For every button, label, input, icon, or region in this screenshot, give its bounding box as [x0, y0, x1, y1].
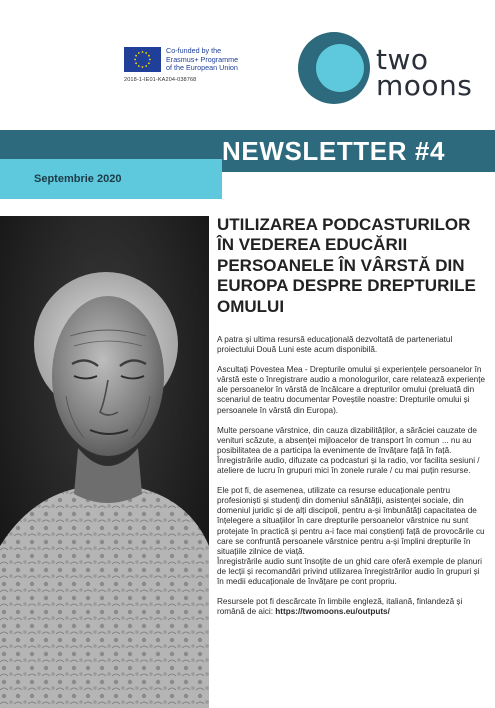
headline-line: EUROPA DESPRE DREPTURILE	[217, 276, 476, 296]
headline-line: OMULUI	[217, 296, 285, 316]
project-code: 2018-1-IE01-KA204-038768	[124, 77, 197, 83]
logo-wordmark	[376, 43, 473, 102]
eu-text-line1: Co-funded by the	[166, 46, 222, 55]
article-paragraph: Înregistrările audio sunt însoțite de un ghid care oferă exemple de planuri de lecții și recomandări privind utilizarea înregistrărilor audio în grupuri și în medii educaționale de învățare pe cont propriu.	[217, 556, 482, 586]
article-paragraph: Ascultați Povestea Mea - Drepturile omului și experiențele persoanelor în vârstă este o înregistrare audio a monologurilor, care relatează experiențe ale persoanelor în vârstă de încălcare a drepturilor omului (preluată din scenariul de teatru documentar Poveștile noastre: Drepturile omului și persoanele în vârstă din Europa).	[217, 365, 486, 415]
newsletter-title: NEWSLETTER #4	[222, 136, 446, 166]
article-body	[217, 335, 487, 627]
article-paragraph: Ele pot fi, de asemenea, utilizate ca resurse educaționale pentru profesioniști și studenți din domeniul sănătății, asistenței sociale, din domeniul juridic și de alți discipoli, pentru a-și îmbunătăți capacitatea de înțelegere a situațiilor în care drepturile persoanelor vârstnice nu sunt protejate în practică și pentru a-i face mai conștienți față de provocările cu care se confruntă persoanele vârstnice pentru a-și împlini drepturile în situațiile zilnice de viață.	[217, 486, 485, 556]
eu-cofunding-text	[166, 47, 238, 73]
eu-text-line3: of the European Union	[166, 63, 238, 73]
headline-line: UTILIZAREA PODCASTURILOR	[217, 215, 471, 234]
eu-text-line2: Erasmus+ Programme	[166, 54, 239, 64]
two-moons-logo-icon	[296, 30, 376, 110]
logo-word-moons: moons	[376, 69, 473, 102]
resources-paragraph	[217, 597, 487, 617]
newsletter-date: Septembrie 2020	[34, 173, 122, 185]
resources-link[interactable]: https://twomoons.eu/outputs/	[275, 607, 390, 617]
article-headline	[217, 215, 489, 317]
eu-cofunding-badge	[124, 47, 284, 87]
article-paragraph: A patra și ultima resursă educațională dezvoltată de parteneriatul proiectului Două Luni este acum disponibilă.	[217, 335, 453, 355]
resources-text: Resursele pot fi descărcate în limbile engleză, italiană, finlandeză și română de aici:	[217, 597, 463, 617]
two-moons-logo	[296, 30, 473, 110]
logo-word-two: two	[376, 43, 429, 76]
eu-flag-icon	[124, 47, 161, 72]
elderly-woman-photo	[0, 216, 209, 708]
headline-line: PERSOANELE ÎN VÂRSTĂ DIN	[217, 255, 465, 275]
article-paragraph: Multe persoane vârstnice, din cauza dizabilităților, a sărăciei cauzate de venituri scăzute, a absenței mijloacelor de transport în comun ... nu au posibilitatea de a participa la evenimente de învățare față în față. Înregistrările audio, difuzate ca podcasturi și la radio, vor facilita sesiuni / ateliere de lucru în grupuri mici în zonele rurale / cu mai puțin resurse.	[217, 425, 480, 476]
headline-line: ÎN VEDEREA EDUCĂRII	[217, 235, 408, 255]
